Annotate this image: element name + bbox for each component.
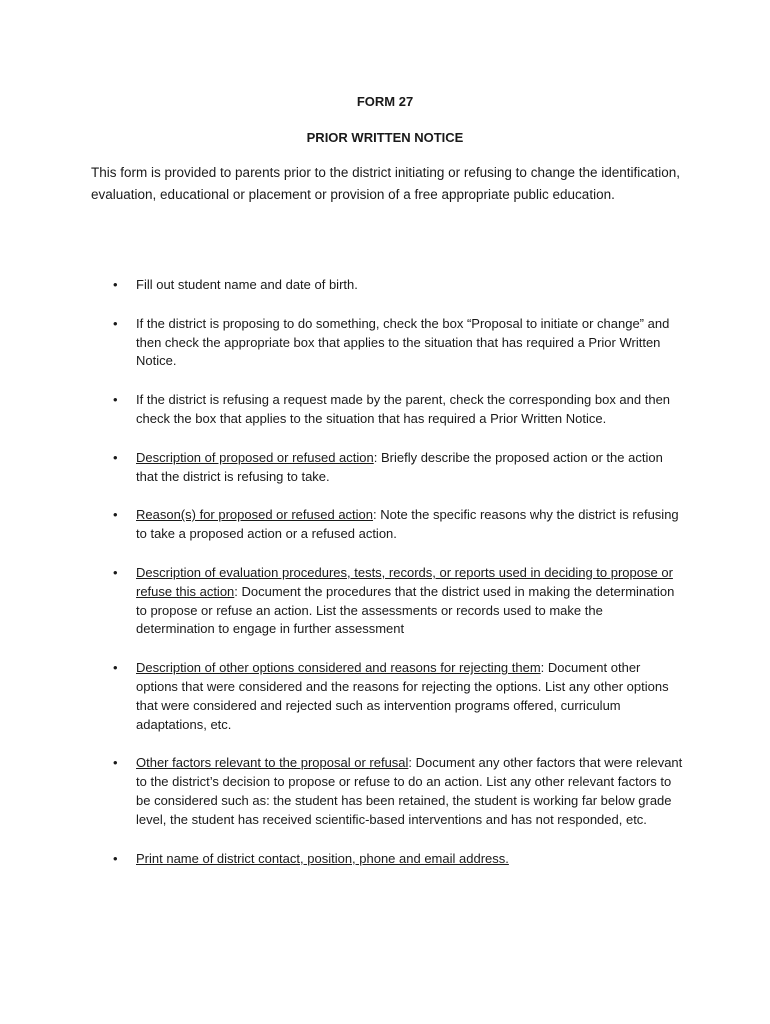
- instruction-text: : Briefly describe the proposed action or the action that the district is refusing to take.: [136, 449, 663, 484]
- instruction-text: If the district is refusing a request made by the parent, check the corresponding box and then check the box that applies to the situation that has required a Prior Written Notice.: [136, 392, 671, 426]
- instruction-text: : Document the procedures that the district used in making the determination to propose or refuse an action. List the assessments or records used to make the determination to engage in further assessment: [136, 583, 675, 637]
- bullet-icon: •: [113, 449, 118, 465]
- instruction-text: : Document any other factors that were relevant to the district’s decision to propose or refuse to do an action. List any other relevant factors to be considered such as: the student has been retained, the student is working far below grade level, the student has received scientific-based interventions and has not responded, etc.: [136, 755, 683, 827]
- instruction-item: [0, 276, 684, 295]
- bullet-icon: •: [113, 564, 118, 580]
- form-title: PRIOR WRITTEN NOTICE: [306, 130, 464, 145]
- instruction-term: Description of other options considered and reasons for rejecting them: [136, 660, 541, 676]
- instruction-term: Description of evaluation procedures, tests, records, or reports used in deciding to propose or refuse this action: [136, 564, 673, 599]
- bullet-icon: •: [113, 850, 118, 866]
- instruction-item: [0, 659, 684, 734]
- instruction-item: [0, 391, 684, 429]
- bullet-icon: •: [113, 507, 118, 523]
- bullet-icon: •: [113, 660, 118, 676]
- bullet-icon: •: [113, 277, 118, 292]
- instruction-text: : Document other options that were considered and the reasons for rejecting the options. List any other options that were considered and rejected such as intervention programs offered, curriculum adaptations, etc.: [136, 660, 669, 732]
- instruction-term: Print name of district contact, position, phone and email address.: [136, 850, 509, 866]
- intro-paragraph: This form is provided to parents prior to the district initiating or refusing to change the identification, evaluation, educational or placement or provision of a free appropriate public education.: [91, 165, 681, 202]
- instruction-item: [0, 315, 684, 371]
- bullet-icon: •: [113, 755, 118, 771]
- bullet-icon: •: [113, 315, 118, 331]
- instruction-item: [0, 850, 684, 869]
- bullet-icon: •: [113, 392, 118, 408]
- instruction-term: Description of proposed or refused action: [136, 449, 374, 465]
- form-number: FORM 27: [356, 94, 414, 109]
- instruction-text: If the district is proposing to do something, check the box “Proposal to initiate or change” and then check the appropriate box that applies to the situation that has required a Prior Written Notice.: [136, 315, 670, 369]
- instructions-list: [0, 276, 770, 868]
- instruction-text: : Note the specific reasons why the district is refusing to take a proposed action or a refused action.: [136, 507, 679, 542]
- instruction-item: [0, 449, 684, 487]
- instruction-item: [0, 564, 684, 639]
- instruction-text: Fill out student name and date of birth.: [136, 277, 358, 292]
- instruction-item: [0, 754, 684, 829]
- instruction-term: Other factors relevant to the proposal or refusal: [136, 755, 409, 771]
- instruction-term: Reason(s) for proposed or refused action: [136, 507, 374, 523]
- instruction-item: [0, 506, 684, 544]
